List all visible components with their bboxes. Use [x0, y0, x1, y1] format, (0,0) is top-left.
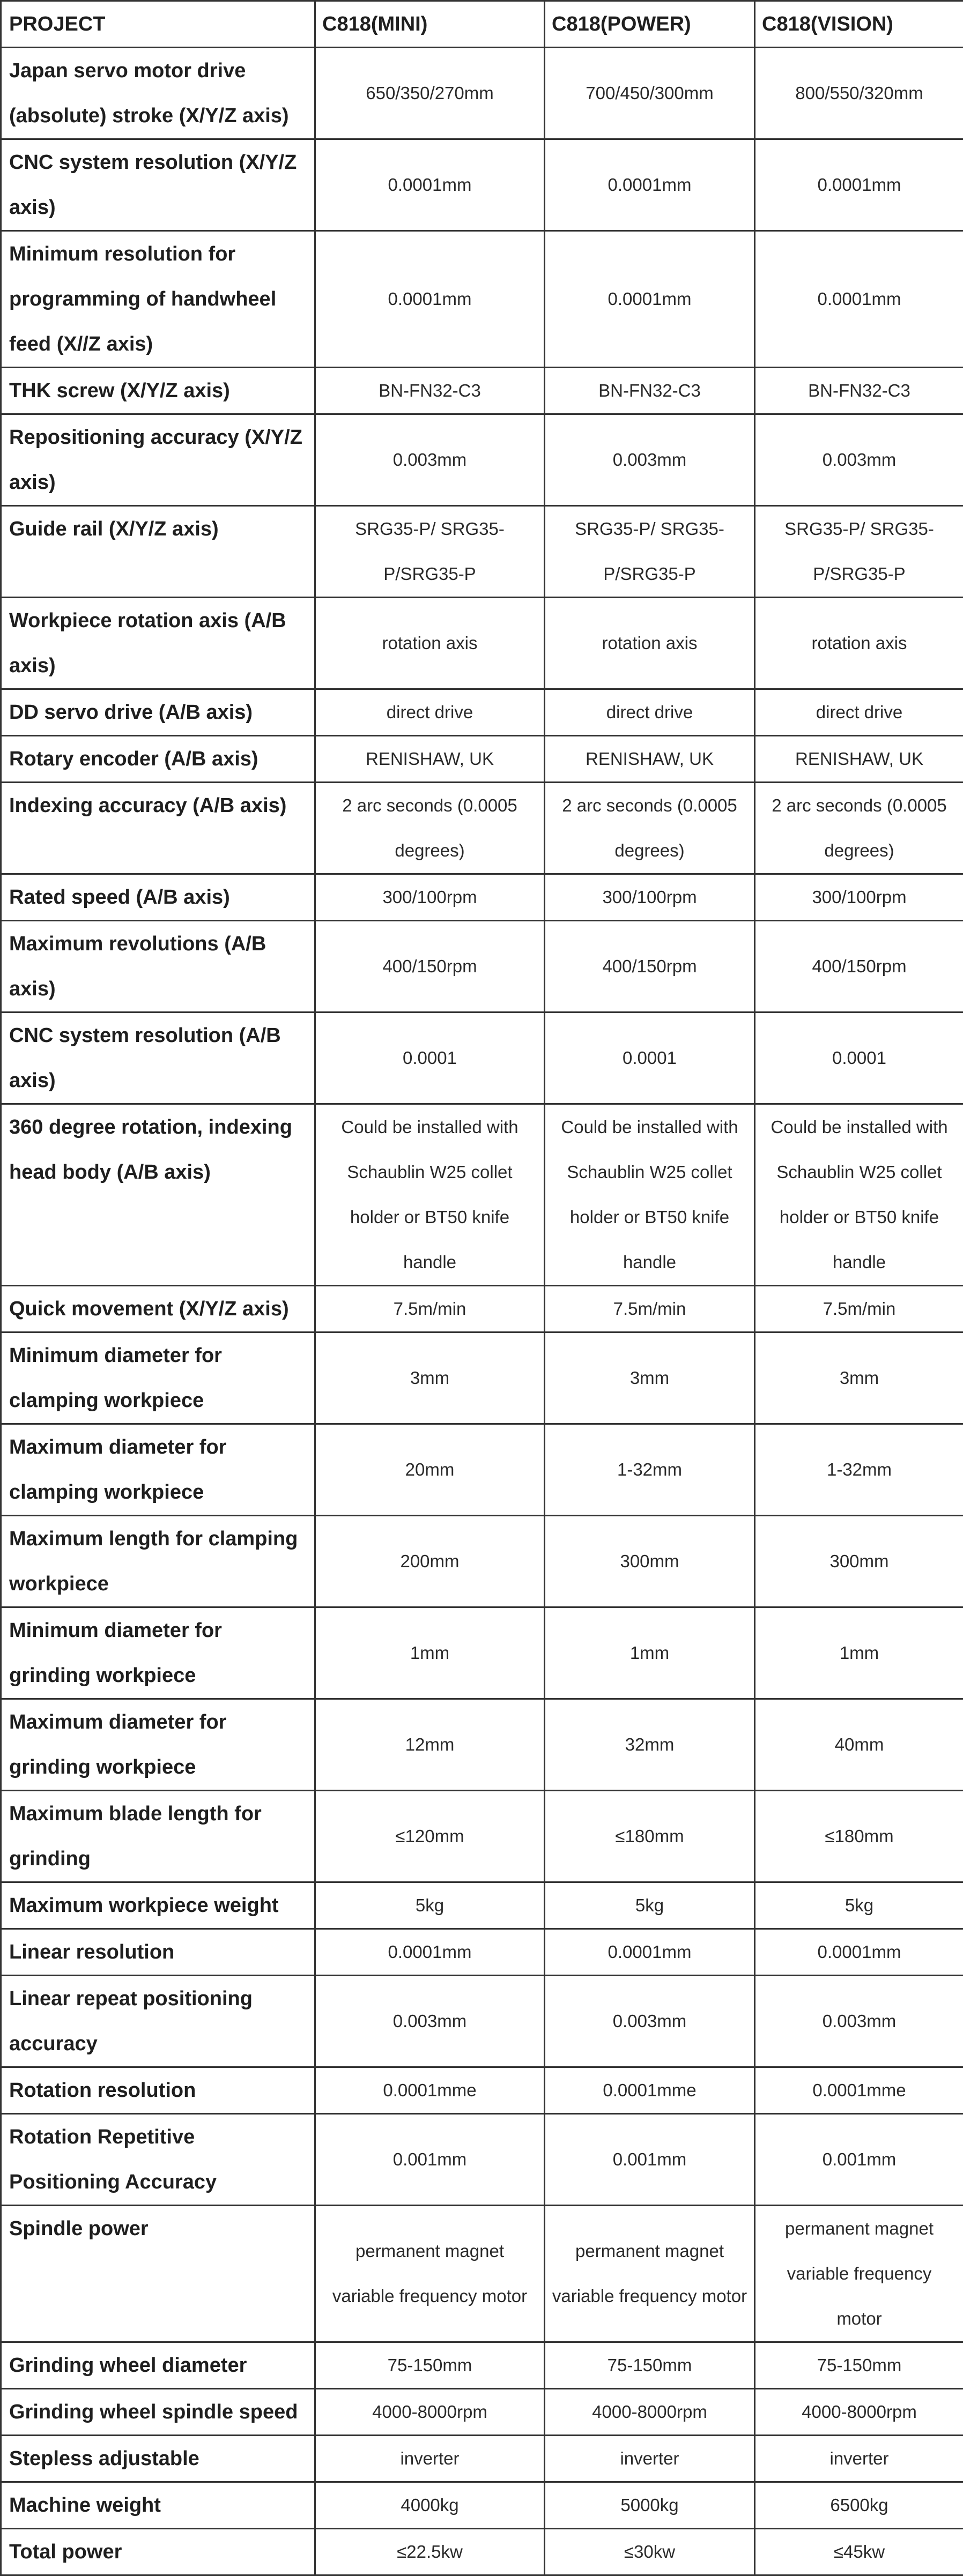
spec-label-cell: Repositioning accuracy (X/Y/Z axis)	[1, 414, 315, 506]
spec-label-cell: Maximum diameter for grinding workpiece	[1, 1699, 315, 1791]
spec-label-cell: Rated speed (A/B axis)	[1, 874, 315, 921]
spec-label-cell: Spindle power	[1, 2206, 315, 2342]
spec-value-vision: 1-32mm	[755, 1424, 963, 1516]
spec-value-mini: 0.0001mm	[315, 1929, 545, 1976]
spec-value-mini: 0.0001mm	[315, 139, 545, 231]
table-row	[1, 1286, 963, 1332]
table-row	[1, 139, 963, 231]
spec-value-power: 0.0001	[545, 1012, 755, 1104]
spec-value-vision: 40mm	[755, 1699, 963, 1791]
spec-value-power: Could be installed with Schaublin W25 collet holder or BT50 knife handle	[545, 1104, 755, 1286]
spec-value-vision: Could be installed with Schaublin W25 collet holder or BT50 knife handle	[755, 1104, 963, 1286]
spec-value-mini: 400/150rpm	[315, 921, 545, 1012]
spec-label-cell: Guide rail (X/Y/Z axis)	[1, 506, 315, 598]
spec-value-power: 0.0001mme	[545, 2067, 755, 2114]
spec-value-power: 3mm	[545, 1332, 755, 1424]
spec-value-vision: RENISHAW, UK	[755, 736, 963, 783]
spec-value-mini: Could be installed with Schaublin W25 collet holder or BT50 knife handle	[315, 1104, 545, 1286]
spec-value-vision: ≤180mm	[755, 1791, 963, 1882]
spec-value-mini: SRG35-P/ SRG35-P/SRG35-P	[315, 506, 545, 598]
spec-value-mini: 300/100rpm	[315, 874, 545, 921]
header-cell-mini: C818(MINI)	[315, 1, 545, 48]
spec-value-mini: rotation axis	[315, 598, 545, 689]
spec-value-vision: 4000-8000rpm	[755, 2389, 963, 2436]
spec-label-cell: Workpiece rotation axis (A/B axis)	[1, 598, 315, 689]
spec-value-mini: 650/350/270mm	[315, 48, 545, 139]
table-row	[1, 2529, 963, 2575]
spec-value-mini: 0.0001	[315, 1012, 545, 1104]
spec-value-power: 300/100rpm	[545, 874, 755, 921]
spec-value-vision: 75-150mm	[755, 2342, 963, 2389]
spec-value-power: 5000kg	[545, 2482, 755, 2529]
spec-value-vision: 6500kg	[755, 2482, 963, 2529]
spec-value-mini: 4000-8000rpm	[315, 2389, 545, 2436]
spec-value-power: SRG35-P/ SRG35-P/SRG35-P	[545, 506, 755, 598]
spec-label-cell: Minimum resolution for programming of handwheel feed (X//Z axis)	[1, 231, 315, 368]
spec-label-cell: CNC system resolution (A/B axis)	[1, 1012, 315, 1104]
spec-value-power: rotation axis	[545, 598, 755, 689]
table-row	[1, 1699, 963, 1791]
spec-value-mini: 75-150mm	[315, 2342, 545, 2389]
spec-value-power: inverter	[545, 2436, 755, 2482]
table-row	[1, 48, 963, 139]
spec-label-cell: Total power	[1, 2529, 315, 2575]
spec-value-vision: 2 arc seconds (0.0005 degrees)	[755, 783, 963, 874]
spec-value-mini: 3mm	[315, 1332, 545, 1424]
table-row	[1, 783, 963, 874]
spec-value-mini: 7.5m/min	[315, 1286, 545, 1332]
spec-value-mini: ≤22.5kw	[315, 2529, 545, 2575]
spec-value-vision: 300mm	[755, 1516, 963, 1607]
spec-value-power: ≤30kw	[545, 2529, 755, 2575]
spec-label-cell: Rotation resolution	[1, 2067, 315, 2114]
table-row	[1, 598, 963, 689]
spec-value-power: 32mm	[545, 1699, 755, 1791]
spec-value-power: 0.001mm	[545, 2114, 755, 2206]
spec-label-cell: 360 degree rotation, indexing head body (A/B axis)	[1, 1104, 315, 1286]
spec-value-vision: 0.0001	[755, 1012, 963, 1104]
spec-value-vision: 3mm	[755, 1332, 963, 1424]
table-row	[1, 2436, 963, 2482]
spec-label-cell: Japan servo motor drive (absolute) stroke (X/Y/Z axis)	[1, 48, 315, 139]
spec-value-power: direct drive	[545, 689, 755, 736]
spec-value-vision: 0.0001mm	[755, 1929, 963, 1976]
spec-label-cell: Minimum diameter for grinding workpiece	[1, 1607, 315, 1699]
spec-value-mini: BN-FN32-C3	[315, 368, 545, 414]
spec-value-power: 2 arc seconds (0.0005 degrees)	[545, 783, 755, 874]
spec-value-mini: 0.0001mm	[315, 231, 545, 368]
header-cell-power: C818(POWER)	[545, 1, 755, 48]
spec-value-power: 1-32mm	[545, 1424, 755, 1516]
spec-value-vision: rotation axis	[755, 598, 963, 689]
table-row	[1, 1104, 963, 1286]
spec-value-vision: direct drive	[755, 689, 963, 736]
spec-value-power: 0.0001mm	[545, 1929, 755, 1976]
table-row	[1, 689, 963, 736]
table-row	[1, 1012, 963, 1104]
spec-value-power: RENISHAW, UK	[545, 736, 755, 783]
spec-label-cell: Grinding wheel spindle speed	[1, 2389, 315, 2436]
spec-value-power: 0.003mm	[545, 414, 755, 506]
table-row	[1, 231, 963, 368]
spec-label-cell: DD servo drive (A/B axis)	[1, 689, 315, 736]
spec-label-cell: Linear repeat positioning accuracy	[1, 1976, 315, 2067]
table-row	[1, 2114, 963, 2206]
spec-value-power: 4000-8000rpm	[545, 2389, 755, 2436]
table-row	[1, 1516, 963, 1607]
spec-value-mini: 4000kg	[315, 2482, 545, 2529]
table-row	[1, 1424, 963, 1516]
table-row	[1, 2206, 963, 2342]
spec-value-mini: 2 arc seconds (0.0005 degrees)	[315, 783, 545, 874]
spec-value-power: 1mm	[545, 1607, 755, 1699]
spec-label-cell: Grinding wheel diameter	[1, 2342, 315, 2389]
table-row	[1, 736, 963, 783]
spec-value-vision: permanent magnet variable frequency motor	[755, 2206, 963, 2342]
spec-value-vision: inverter	[755, 2436, 963, 2482]
spec-label-cell: Maximum blade length for grinding	[1, 1791, 315, 1882]
spec-value-mini: 200mm	[315, 1516, 545, 1607]
spec-value-vision: 400/150rpm	[755, 921, 963, 1012]
spec-label-cell: THK screw (X/Y/Z axis)	[1, 368, 315, 414]
spec-value-vision: 0.001mm	[755, 2114, 963, 2206]
spec-label-cell: CNC system resolution (X/Y/Z axis)	[1, 139, 315, 231]
spec-value-mini: ≤120mm	[315, 1791, 545, 1882]
table-row	[1, 2342, 963, 2389]
spec-value-vision: 300/100rpm	[755, 874, 963, 921]
spec-value-mini: 20mm	[315, 1424, 545, 1516]
spec-value-mini: 0.003mm	[315, 414, 545, 506]
table-row	[1, 1882, 963, 1929]
spec-value-vision: 0.003mm	[755, 1976, 963, 2067]
spec-value-vision: 5kg	[755, 1882, 963, 1929]
spec-value-vision: 7.5m/min	[755, 1286, 963, 1332]
spec-value-vision: BN-FN32-C3	[755, 368, 963, 414]
spec-value-power: 300mm	[545, 1516, 755, 1607]
spec-value-power: 0.0001mm	[545, 139, 755, 231]
spec-label-cell: Maximum diameter for clamping workpiece	[1, 1424, 315, 1516]
spec-label-cell: Linear resolution	[1, 1929, 315, 1976]
spec-value-vision: 0.0001mm	[755, 231, 963, 368]
spec-value-mini: 0.003mm	[315, 1976, 545, 2067]
spec-label-cell: Rotation Repetitive Positioning Accuracy	[1, 2114, 315, 2206]
spec-value-power: 700/450/300mm	[545, 48, 755, 139]
spec-value-power: ≤180mm	[545, 1791, 755, 1882]
table-header-row	[1, 1, 963, 48]
table-row	[1, 368, 963, 414]
table-row	[1, 874, 963, 921]
spec-value-power: 0.0001mm	[545, 231, 755, 368]
table-row	[1, 921, 963, 1012]
spec-value-vision: 800/550/320mm	[755, 48, 963, 139]
spec-label-cell: Stepless adjustable	[1, 2436, 315, 2482]
spec-value-mini: 0.001mm	[315, 2114, 545, 2206]
spec-value-power: permanent magnet variable frequency motor	[545, 2206, 755, 2342]
spec-value-mini: direct drive	[315, 689, 545, 736]
spec-value-power: BN-FN32-C3	[545, 368, 755, 414]
spec-value-power: 5kg	[545, 1882, 755, 1929]
table-row	[1, 2482, 963, 2529]
table-row	[1, 1791, 963, 1882]
table-row	[1, 1929, 963, 1976]
table-row	[1, 2067, 963, 2114]
table-row	[1, 2389, 963, 2436]
spec-value-power: 7.5m/min	[545, 1286, 755, 1332]
table-body	[1, 48, 963, 2575]
table-row	[1, 506, 963, 598]
spec-value-mini: inverter	[315, 2436, 545, 2482]
spec-value-power: 75-150mm	[545, 2342, 755, 2389]
spec-value-vision: SRG35-P/ SRG35-P/SRG35-P	[755, 506, 963, 598]
table-row	[1, 1607, 963, 1699]
spec-value-mini: 0.0001mme	[315, 2067, 545, 2114]
spec-value-mini: RENISHAW, UK	[315, 736, 545, 783]
spec-value-mini: permanent magnet variable frequency motor	[315, 2206, 545, 2342]
spec-label-cell: Maximum revolutions (A/B axis)	[1, 921, 315, 1012]
spec-label-cell: Maximum workpiece weight	[1, 1882, 315, 1929]
spec-value-mini: 1mm	[315, 1607, 545, 1699]
spec-value-power: 400/150rpm	[545, 921, 755, 1012]
spec-value-vision: 0.0001mme	[755, 2067, 963, 2114]
spec-label-cell: Minimum diameter for clamping workpiece	[1, 1332, 315, 1424]
spec-label-cell: Rotary encoder (A/B axis)	[1, 736, 315, 783]
spec-label-cell: Machine weight	[1, 2482, 315, 2529]
table-row	[1, 1332, 963, 1424]
spec-value-vision: ≤45kw	[755, 2529, 963, 2575]
spec-value-power: 0.003mm	[545, 1976, 755, 2067]
spec-value-mini: 12mm	[315, 1699, 545, 1791]
table-row	[1, 414, 963, 506]
header-cell-project: PROJECT	[1, 1, 315, 48]
spec-value-vision: 1mm	[755, 1607, 963, 1699]
header-cell-vision: C818(VISION)	[755, 1, 963, 48]
spec-label-cell: Indexing accuracy (A/B axis)	[1, 783, 315, 874]
spec-value-mini: 5kg	[315, 1882, 545, 1929]
spec-value-vision: 0.0001mm	[755, 139, 963, 231]
table-row	[1, 1976, 963, 2067]
spec-value-vision: 0.003mm	[755, 414, 963, 506]
spec-label-cell: Quick movement (X/Y/Z axis)	[1, 1286, 315, 1332]
spec-label-cell: Maximum length for clamping workpiece	[1, 1516, 315, 1607]
